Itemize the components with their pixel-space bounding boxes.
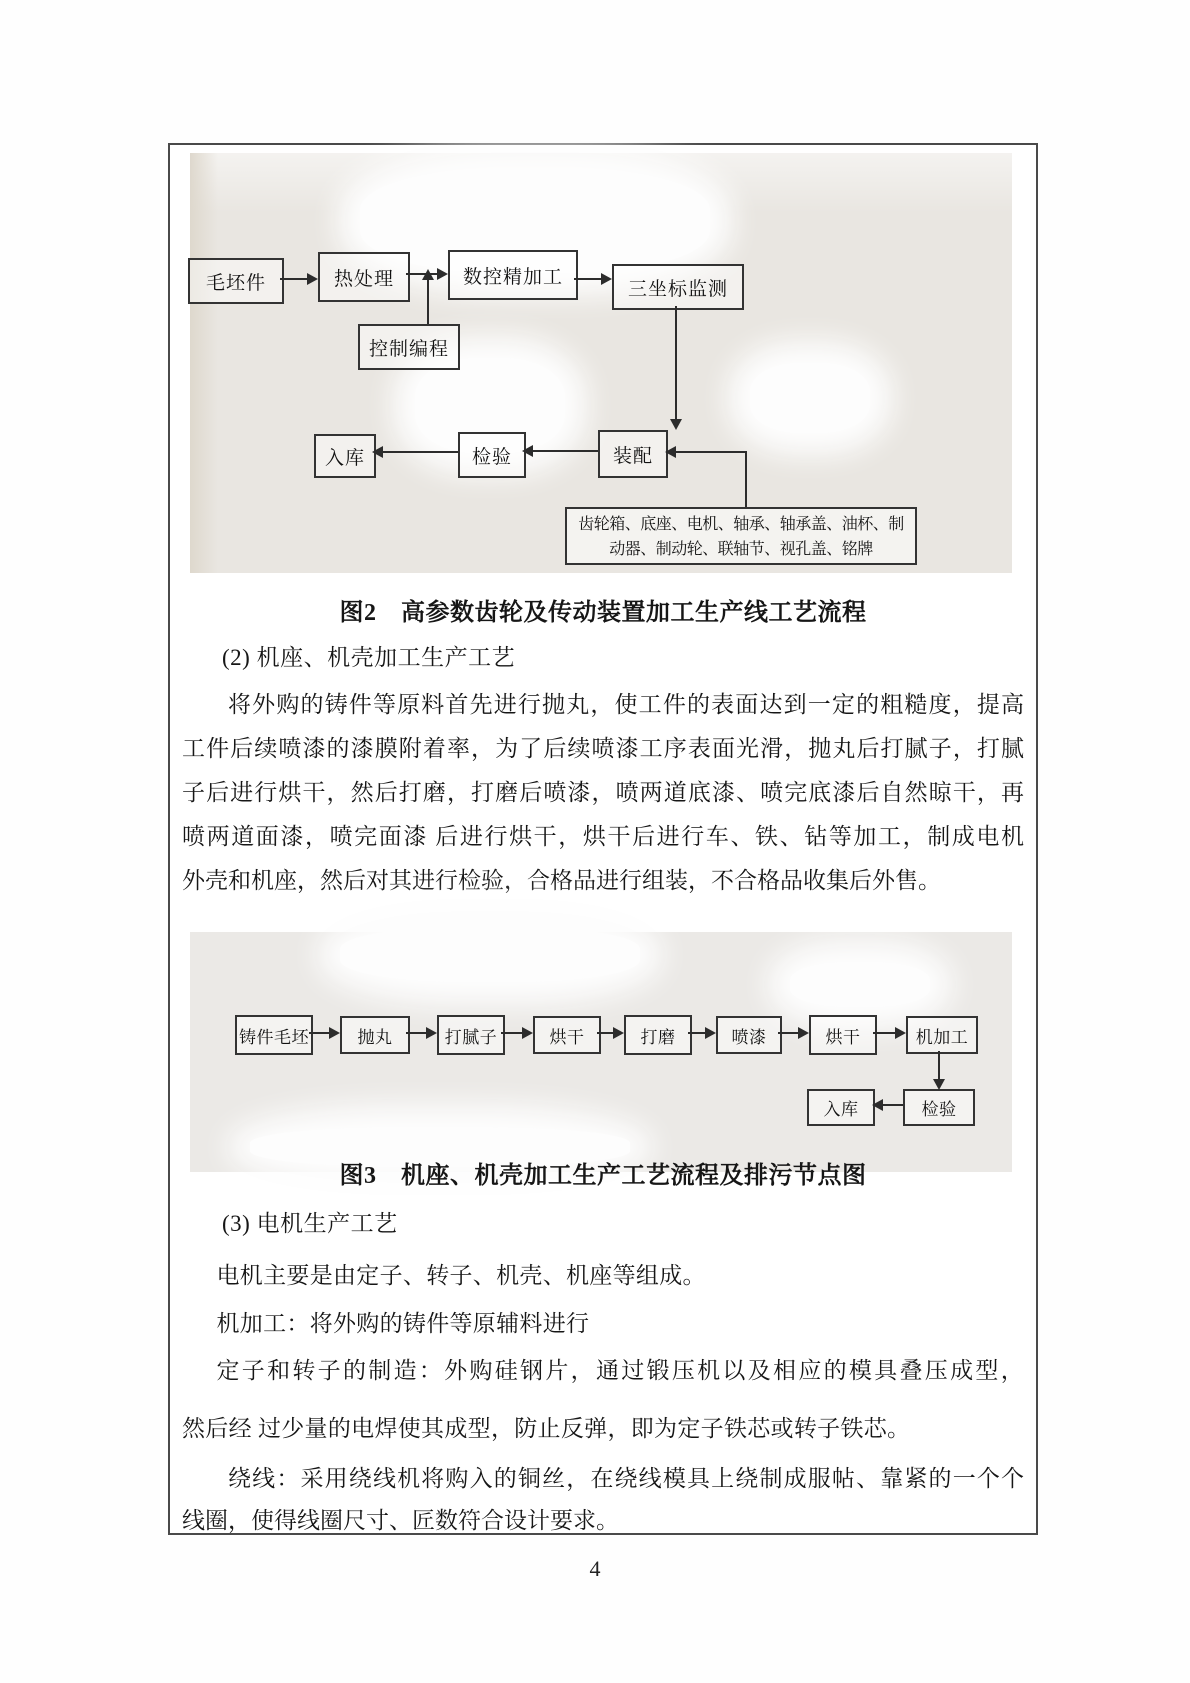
flow-node-cmm-inspection: 三坐标监测 — [612, 264, 744, 310]
content-cell — [168, 143, 1038, 1535]
arrow-line — [675, 306, 677, 421]
flow-node-drying-1: 烘干 — [533, 1016, 601, 1054]
arrow-right-icon — [426, 1027, 437, 1039]
flow-node-heat-treatment: 热处理 — [318, 252, 410, 302]
section-3-heading: (3) 电机生产工艺 — [222, 1211, 398, 1236]
arrow-down-icon — [933, 1079, 945, 1090]
paragraph-line: 绕线：采用绕线机将购入的铜丝，在绕线模具上绕制成服帖、靠紧的一个个 — [228, 1466, 1024, 1491]
scan-white-patch — [340, 927, 640, 982]
flow-node-drying-2: 烘干 — [809, 1015, 877, 1055]
arrow-left-icon — [372, 446, 383, 458]
arrow-line — [938, 1051, 940, 1081]
arrow-right-icon — [895, 1027, 906, 1039]
arrow-line — [382, 451, 458, 453]
paragraph-line: 线圈，使得线圈尺寸、匠数符合设计要求。 — [182, 1508, 619, 1533]
paragraph-stator-rotor-line1: 定子和转子的制造：外购硅钢片，通过锻压机以及相应的模具叠压成型， — [216, 1358, 1024, 1383]
paragraph-winding — [182, 1458, 1024, 1542]
arrow-right-icon — [329, 1027, 340, 1039]
paragraph-line: 喷两道面漆，喷完面漆 后进行烘干，烘干后进行车、铁、钻等加工，制成电机 — [182, 824, 1024, 849]
paragraph-line: 外壳和机座，然后对其进行检验，合格品进行组装，不合格品收集后外售。 — [182, 868, 941, 893]
arrow-down-icon — [670, 419, 682, 430]
arrow-line — [532, 450, 598, 452]
section-2-heading: (2) 机座、机壳加工生产工艺 — [222, 645, 516, 670]
flow-node-warehouse: 入库 — [314, 434, 376, 478]
paragraph-motor-composition: 电机主要是由定子、转子、机壳、机座等组成。 — [216, 1263, 706, 1288]
flow-node-control-programming: 控制编程 — [358, 324, 460, 370]
flow-node-shot-blasting: 抛丸 — [340, 1016, 410, 1054]
figure3-caption: 图3 机座、机壳加工生产工艺流程及排污节点图 — [339, 1163, 867, 1189]
paragraph-line: 工件后续喷漆的漆膜附着率，为了后续喷漆工序表面光滑，抛丸后打腻子，打腻 — [182, 736, 1024, 761]
arrow-right-icon — [705, 1027, 716, 1039]
arrow-up-icon — [422, 269, 434, 280]
paragraph-line: 将外购的铸件等原料首先进行抛丸，使工件的表面达到一定的粗糙度，提高 — [228, 692, 1024, 717]
arrow-line — [675, 451, 747, 453]
arrow-left-icon — [522, 445, 533, 457]
flow-node-putty: 打腻子 — [437, 1015, 505, 1055]
flow-node-cnc-finishing: 数控精加工 — [448, 250, 578, 300]
arrow-right-icon — [437, 268, 448, 280]
flow-node-warehouse-2: 入库 — [807, 1089, 875, 1126]
arrow-line — [280, 278, 310, 280]
flow-node-inspection-2: 检验 — [903, 1089, 975, 1126]
arrow-line — [745, 452, 747, 507]
arrow-right-icon — [798, 1027, 809, 1039]
arrow-line — [309, 1032, 331, 1034]
paragraph-machining-intro: 机加工：将外购的铸件等原辅料进行 — [216, 1311, 590, 1336]
arrow-line — [501, 1032, 524, 1034]
arrow-right-icon — [601, 273, 612, 285]
flow-node-parts-list: 齿轮箱、底座、电机、轴承、轴承盖、油杯、制动器、制动轮、联轴节、视孔盖、铭牌 — [565, 507, 917, 565]
paragraph-section2 — [182, 683, 1024, 903]
page-number: 4 — [589, 1556, 601, 1581]
arrow-right-icon — [522, 1027, 533, 1039]
paragraph-stator-rotor-line2: 然后经 过少量的电焊使其成型，防止反弹，即为定子铁芯或转子铁芯。 — [182, 1416, 911, 1441]
figure2-flowchart-image — [190, 153, 1012, 573]
flow-node-machining: 机加工 — [906, 1016, 978, 1054]
arrow-line — [882, 1104, 903, 1106]
flow-node-blank-part: 毛坯件 — [188, 258, 284, 304]
flow-node-assembly: 装配 — [598, 430, 668, 478]
arrow-line — [873, 1032, 897, 1034]
arrow-line — [778, 1032, 800, 1034]
arrow-left-icon — [665, 446, 676, 458]
flow-node-spray-painting: 喷漆 — [716, 1016, 782, 1054]
paragraph-line: 子后进行烘干，然后打磨，打磨后喷漆，喷两道底漆、喷完底漆后自然晾干，再 — [182, 780, 1024, 805]
arrow-line — [427, 279, 429, 324]
arrow-line — [406, 1032, 428, 1034]
arrow-left-icon — [872, 1099, 883, 1111]
scan-white-patch — [790, 962, 930, 1007]
flow-node-grinding: 打磨 — [624, 1015, 692, 1055]
figure3-flowchart-image — [190, 932, 1012, 1172]
flow-node-inspection: 检验 — [458, 432, 526, 478]
arrow-right-icon — [613, 1027, 624, 1039]
flow-node-casting-blank: 铸件毛坯 — [235, 1015, 313, 1055]
arrow-right-icon — [307, 273, 318, 285]
arrow-line — [574, 278, 602, 280]
figure2-caption: 图2 高参数齿轮及传动装置加工生产线工艺流程 — [339, 600, 867, 626]
scan-white-patch — [750, 363, 870, 433]
